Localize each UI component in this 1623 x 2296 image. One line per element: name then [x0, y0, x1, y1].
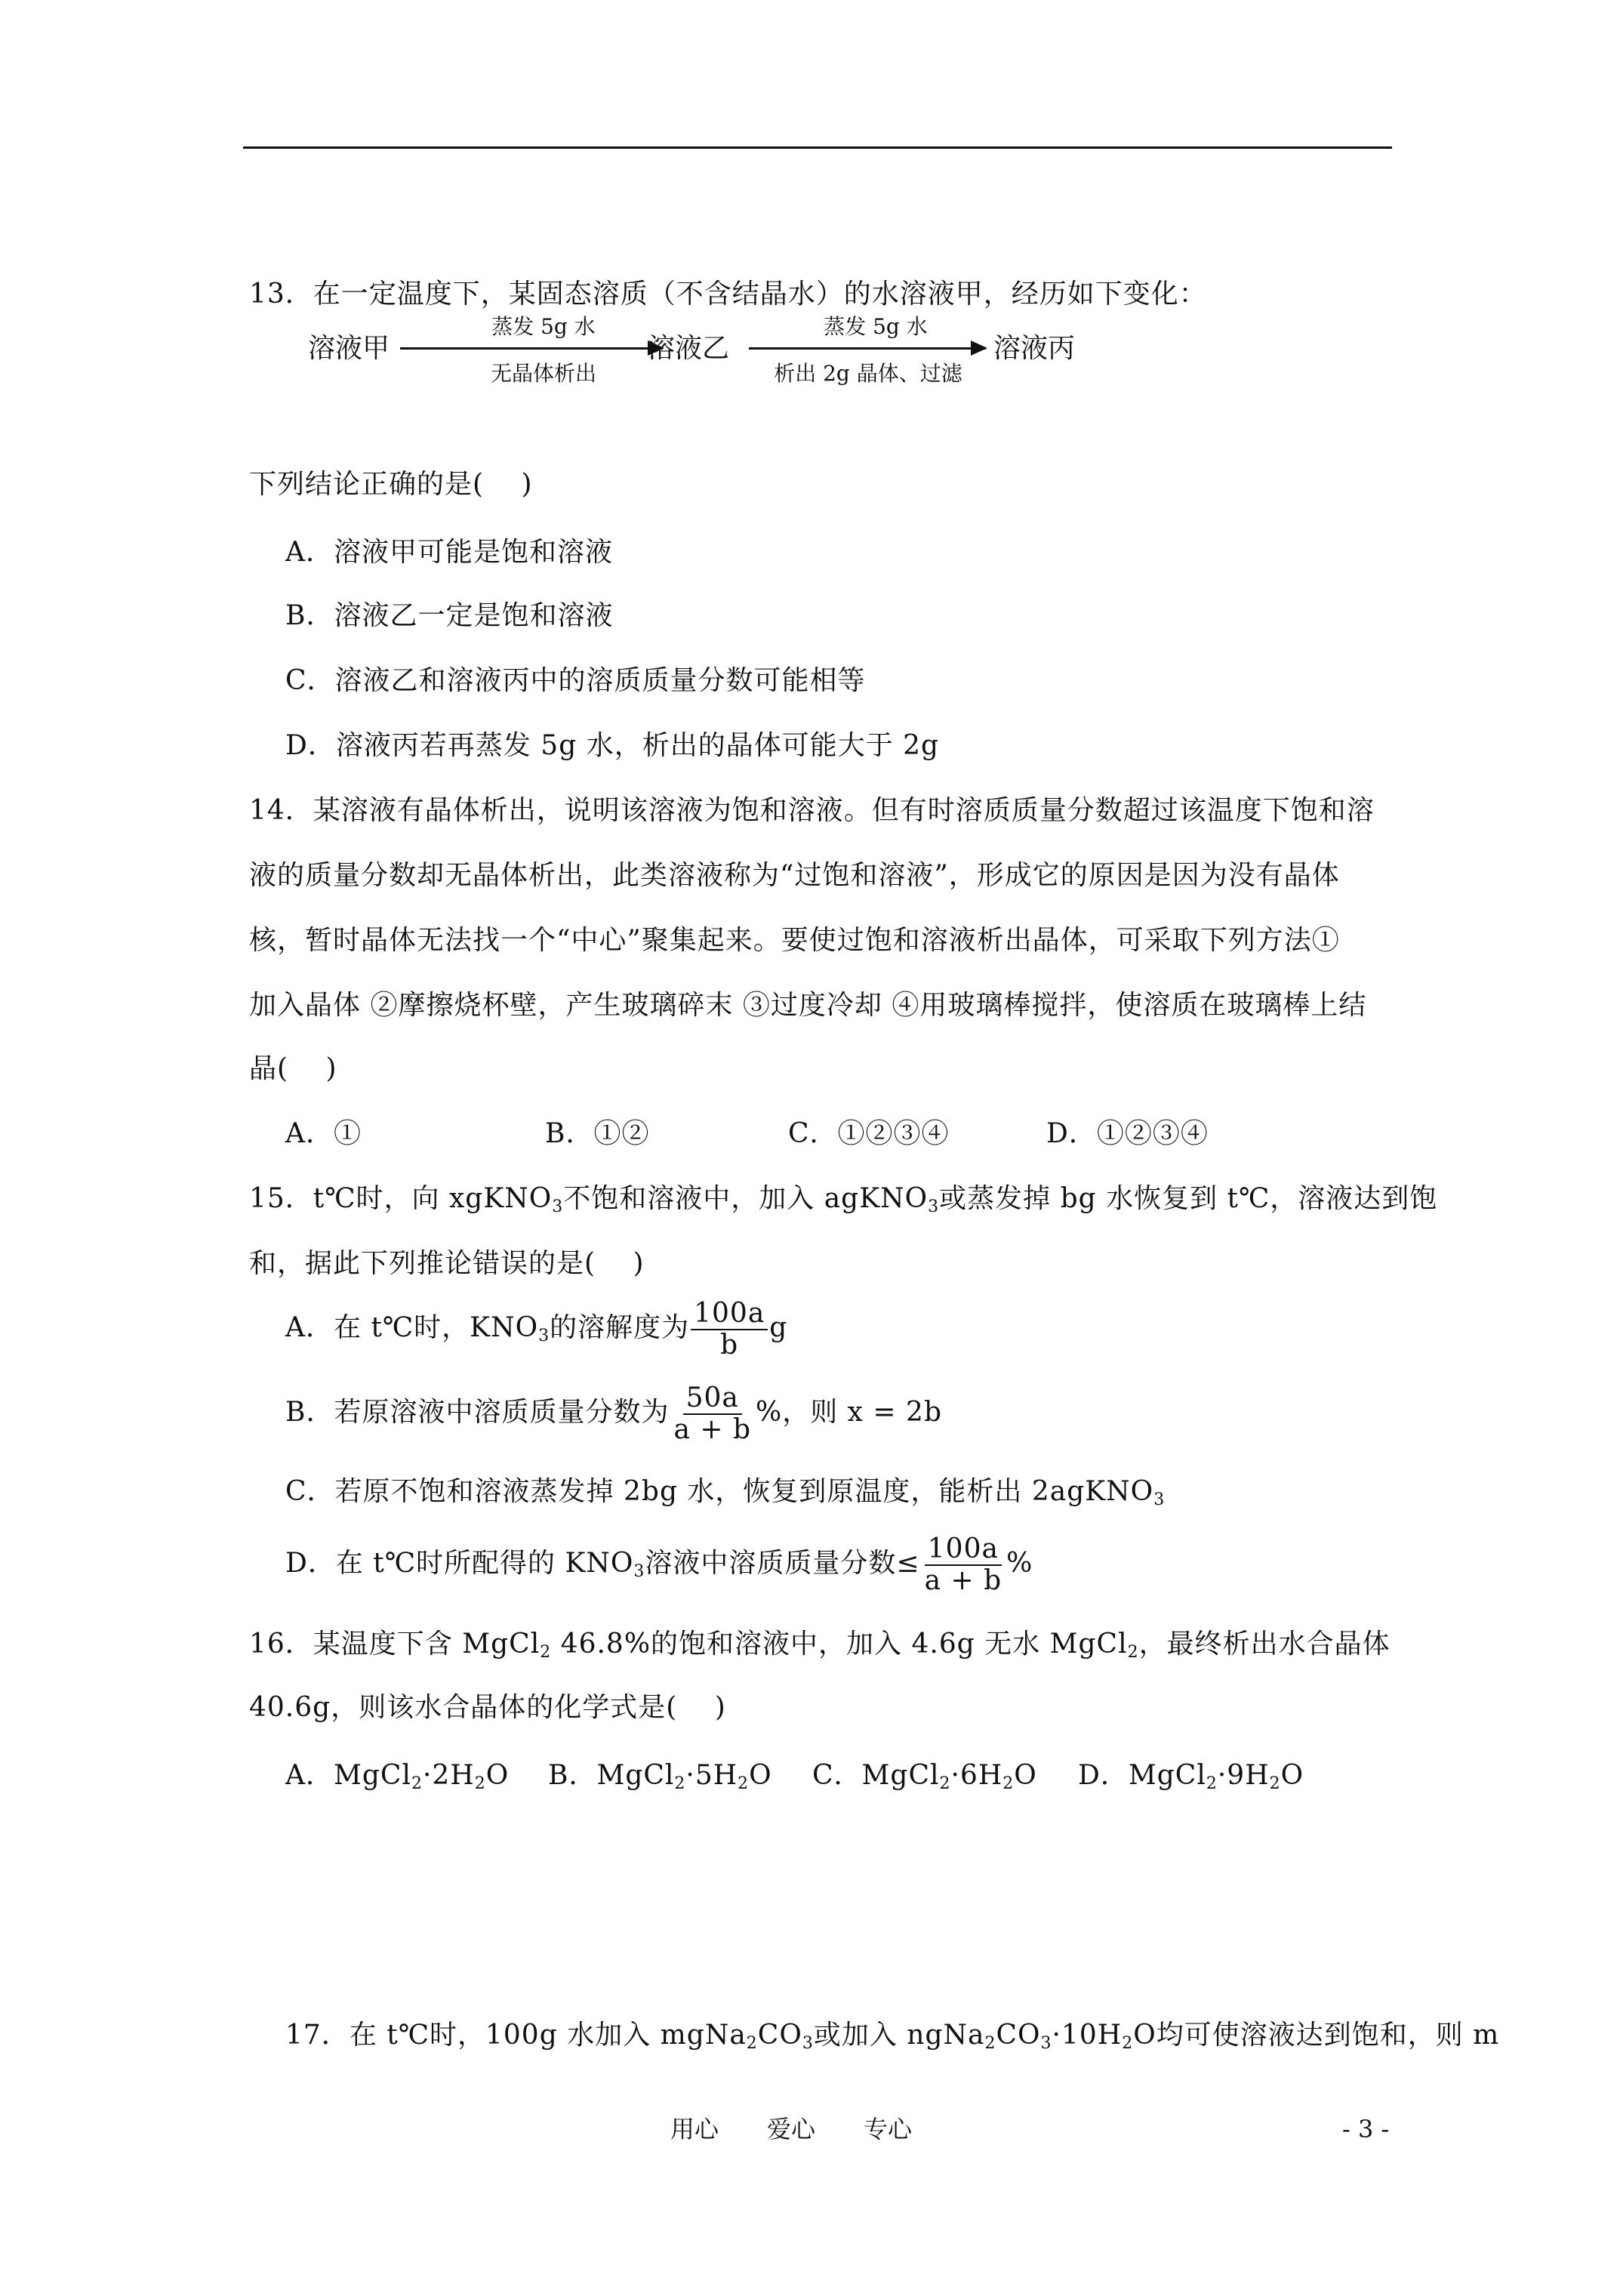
oxygen-symbol: O: [1280, 1760, 1304, 1791]
q17-part4: CO: [996, 2020, 1041, 2051]
subscript: 2: [540, 1643, 552, 1662]
q16-option-c: [812, 1758, 1037, 1802]
flow-arrow2-bottom-label: 析出 2g 晶体、过滤: [774, 361, 962, 386]
subscript: 2: [1127, 1643, 1139, 1662]
subscript: 3: [552, 1197, 564, 1216]
q15-c-text: C．若原不饱和溶液蒸发掉 2bg 水，恢复到原温度，能析出 2agKNO: [285, 1476, 1154, 1507]
percent-sign: %: [1006, 1548, 1033, 1579]
q15-b-text: B．若原溶液中溶质质量分数为: [285, 1397, 670, 1428]
q16-l1-part1: 16．某温度下含 MgCl: [249, 1629, 540, 1660]
header-rule: [243, 146, 1392, 149]
q17-part1: 17．在 t℃时，100g 水加入 mgNa: [285, 2020, 747, 2051]
subscript: 2: [984, 2034, 996, 2053]
q14-line-1: 14．某溶液有晶体析出，说明该溶液为饱和溶液。但有时溶质质量分数超过该温度下饱和溶: [249, 795, 1375, 826]
q16-option-a: [285, 1758, 509, 1802]
subscript: 3: [928, 1197, 940, 1216]
q13-option-c: C．溶液乙和溶液丙中的溶质质量分数可能相等: [285, 665, 866, 696]
q15-line-2: 和，据此下列推论错误的是( ): [249, 1248, 645, 1279]
q17-part2: CO: [757, 2020, 802, 2051]
fraction-numerator: 100a: [925, 1534, 1002, 1566]
q14-line-4: 加入晶体 ②摩擦烧杯壁，产生玻璃碎末 ③过度冷却 ④用玻璃棒搅拌，使溶质在玻璃棒上结: [249, 990, 1367, 1021]
q13-stem: 13．在一定温度下，某固态溶质（不含结晶水）的水溶液甲，经历如下变化：: [249, 279, 1207, 310]
fraction: [922, 1534, 1006, 1596]
subscript: 2: [474, 1774, 486, 1793]
flow-node-jia: 溶液甲: [308, 333, 390, 364]
q15-a-text-2: 的溶解度为: [550, 1312, 690, 1343]
flow-arrow1-top-label: 蒸发 5g 水: [491, 314, 596, 339]
fraction-denominator: b: [720, 1330, 739, 1361]
subscript: 3: [633, 1562, 645, 1581]
q15-a-text: A．在 t℃时，KNO: [285, 1312, 539, 1343]
q16-c-text: C．MgCl: [812, 1760, 940, 1791]
flow-arrow-1: [400, 347, 663, 350]
fraction: [691, 1299, 768, 1361]
subscript: 3: [1153, 1490, 1166, 1509]
q15-option-c: [285, 1474, 1165, 1518]
fraction-denominator: a + b: [673, 1414, 752, 1445]
subscript: 3: [538, 1327, 550, 1345]
flow-arrow2-top-label: 蒸发 5g 水: [824, 314, 928, 339]
q15-option-a: [285, 1299, 787, 1361]
q17-part3: 或加入 ngNa: [813, 2020, 985, 2051]
q16-option-d: [1078, 1758, 1304, 1802]
subscript: 2: [939, 1774, 951, 1793]
q15-option-d: [285, 1534, 1033, 1596]
q15-b-tail: %，则 x = 2b: [756, 1397, 942, 1428]
oxygen-symbol: O: [485, 1760, 510, 1791]
fraction: [670, 1383, 754, 1445]
flow-node-bing: 溶液丙: [993, 333, 1076, 364]
q16-a-text-2: ·2H: [422, 1760, 475, 1791]
flow-arrow-2: [749, 347, 986, 350]
q14-option-c: C．①②③④: [788, 1118, 950, 1149]
q17-part5: ·10H: [1052, 2020, 1123, 2051]
q16-b-text-2: ·5H: [685, 1760, 738, 1791]
fraction-denominator: a + b: [924, 1565, 1002, 1596]
q13-flow-diagram: [302, 313, 1132, 418]
q16-d-text: D．MgCl: [1078, 1760, 1206, 1791]
q14-line-3: 核，暂时晶体无法找一个“中心”聚集起来。要使过饱和溶液析出晶体，可采取下列方法①: [249, 925, 1340, 956]
q16-l1-part3: ，最终析出水合晶体: [1138, 1629, 1390, 1660]
q15-l1-part1: 15．t℃时，向 xgKNO: [249, 1183, 553, 1214]
q16-l1-part2: 46.8%的饱和溶液中，加入 4.6g 无水 MgCl: [551, 1629, 1128, 1660]
subscript: 2: [1002, 1774, 1015, 1793]
subscript: 2: [674, 1774, 686, 1793]
q15-line-1: [249, 1181, 1437, 1225]
footer-motto: 用心 爱心 专心: [670, 2115, 913, 2143]
q15-option-b: [285, 1383, 942, 1445]
oxygen-symbol: O: [1014, 1760, 1037, 1791]
subscript: 2: [411, 1774, 423, 1793]
q14-option-b: B．①②: [545, 1118, 650, 1149]
q13-option-b: B．溶液乙一定是饱和溶液: [285, 600, 614, 631]
q17-line-1: [285, 2017, 1499, 2062]
subscript: 2: [1206, 1774, 1218, 1793]
q15-l1-part2: 不饱和溶液中，加入 agKNO: [563, 1183, 929, 1214]
oxygen-symbol: O: [749, 1760, 772, 1791]
q16-line-1: [249, 1626, 1390, 1671]
q16-b-text: B．MgCl: [548, 1760, 675, 1791]
q15-l1-part3: 或蒸发掉 bg 水恢复到 t℃，溶液达到饱: [939, 1183, 1438, 1214]
q16-option-b: [548, 1758, 772, 1802]
fraction-numerator: 100a: [691, 1299, 768, 1330]
flow-node-yi: 溶液乙: [648, 333, 730, 364]
q14-option-d: D．①②③④: [1046, 1118, 1209, 1149]
q17-part6: O均可使溶液达到饱和，则 m: [1133, 2020, 1500, 2051]
q13-option-a: A．溶液甲可能是饱和溶液: [285, 537, 613, 568]
subscript: 2: [1122, 2034, 1134, 2053]
q16-c-text-2: ·6H: [950, 1760, 1003, 1791]
q13-question: 下列结论正确的是( ): [249, 469, 533, 500]
subscript: 2: [746, 2034, 758, 2053]
q13-option-d: D．溶液丙若再蒸发 5g 水，析出的晶体可能大于 2g: [285, 730, 940, 761]
unit: g: [769, 1312, 788, 1343]
q16-a-text: A．MgCl: [285, 1760, 411, 1791]
q14-line-5: 晶( ): [249, 1053, 337, 1084]
subscript: 2: [1269, 1774, 1281, 1793]
subscript: 2: [738, 1774, 750, 1793]
q16-d-text-2: ·9H: [1217, 1760, 1270, 1791]
q14-line-2: 液的质量分数却无晶体析出，此类溶液称为“过饱和溶液”，形成它的原因是因为没有晶体: [249, 860, 1340, 891]
subscript: 3: [1040, 2034, 1052, 2053]
q14-option-a: A．①: [285, 1118, 362, 1149]
q15-d-text: D．在 t℃时所配得的 KNO: [285, 1548, 634, 1579]
q15-d-text-2: 溶液中溶质质量分数≤: [645, 1548, 920, 1579]
fraction-numerator: 50a: [683, 1383, 742, 1415]
page-number: - 3 -: [1342, 2115, 1390, 2143]
subscript: 3: [802, 2034, 814, 2053]
q16-line-2: 40.6g，则该水合晶体的化学式是( ): [249, 1692, 726, 1723]
flow-arrow1-bottom-label: 无晶体析出: [490, 361, 596, 386]
